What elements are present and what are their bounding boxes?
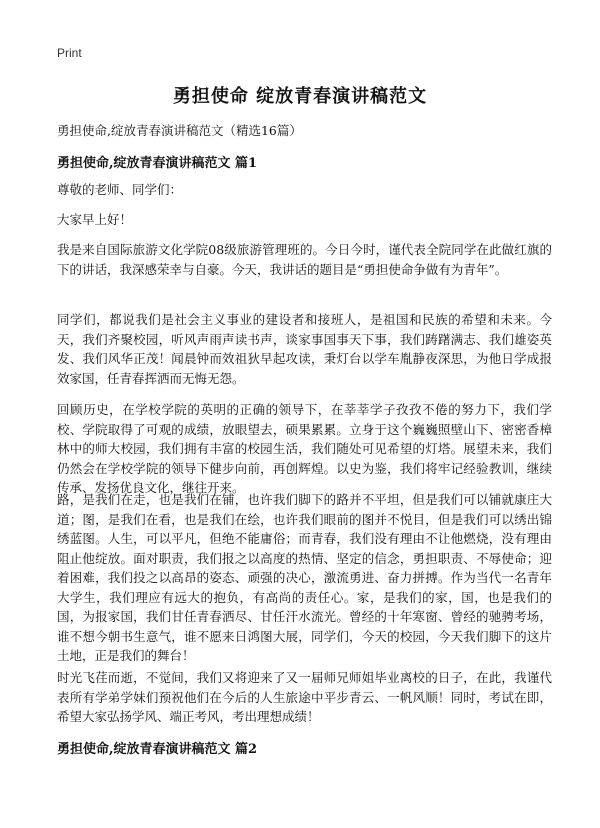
paragraph-farewell: 时光飞荏而逝，不觉间，我们又将迎来了又一届师兄师姐毕业离校的日子，在此，我谨代表所有学弟学妹们预祝他们在今后的人生旅途中平步青云、一帆风顺！同时，考试在即，希望大家弘扬学风、端正考风，考出理想成绩！ — [57, 670, 552, 724]
paragraph-salutation: 大家早上好！ — [57, 212, 133, 227]
section-heading-2: 勇担使命,绽放青春演讲稿范文 篇2 — [57, 742, 258, 757]
section-heading-1: 勇担使命,绽放青春演讲稿范文 篇1 — [57, 156, 258, 171]
paragraph-greeting: 尊敬的老师、同学们： — [57, 182, 183, 197]
document-subtitle: 勇担使命,绽放青春演讲稿范文（精选16篇） — [57, 123, 302, 138]
paragraph-students: 同学们，都说我们是社会主义事业的建设者和接班人，是祖国和民族的希望和未来。今天，我们齐聚校园，听风声雨声读书声，谈家事国事天下事，我们踌躇满志、我们雄姿英发、我们风华正茂！闻晨钟而效祖狄早起攻读，秉灯台以学车胤静夜深思，为他日学成报效家国，任青春挥洒而无悔无怨。 — [57, 312, 552, 386]
paragraph-history: 回顾历史，在学校学院的英明的正确的领导下，在莘莘学子孜孜不倦的努力下，我们学校、学院取得了可观的成绩，放眼望去，硕果累累。立身于这个巍巍照壁山下、密密香樟林中的师大校园，我们拥有丰富的校园生活，我们随处可见希望的灯塔。展望未来，我们仍然会在学校学院的领导下健步向前，再创辉煌。以史为鉴，我们将牢记经验教训，继续传承、发扬优良文化，继往开来。 — [57, 402, 552, 495]
paragraph-intro: 我是来自国际旅游文化学院08级旅游管理班的。今日今时，谨代表全院同学在此做红旗的下的讲话，我深感荣幸与自豪。今天，我讲话的题目是“勇担使命争做有为青年”。 — [57, 242, 552, 277]
document-title: 勇担使命 绽放青春演讲稿范文 — [172, 86, 428, 107]
print-label: Print — [57, 46, 82, 60]
paragraph-road: 路，是我们在走，也是我们在铺，也许我们脚下的路并不平坦，但是我们可以铺就康庄大道；图，是我们在看，也是我们在绘，也许我们眼前的图并不悦目，但是我们可以绣出锦绣蓝图。人生，可以平凡，但绝不能庸俗；而青春，我们没有理由不让他燃烧，没有理由阻止他绽放。面对职责，我们报之以高度的热情、坚定的信念，勇担职责、不辱使命；迎着困难，我们投之以高昂的姿态、顽强的决心，激流勇进、奋力拼搏。作为当代一名青年大学生，我们理应有远大的抱负，有高尚的责任心。家，是我们的家，国，也是我们的国，为报家国，我们甘任青春洒尽、甘任汗水流光。曾经的十年寒窗、曾经的驰骋考场，谁不想今朝书生意气，谁不愿来日鸿图大展，同学们，今天的校园，今天我们脚下的这片土地，正是我们的舞台！ — [57, 492, 552, 663]
